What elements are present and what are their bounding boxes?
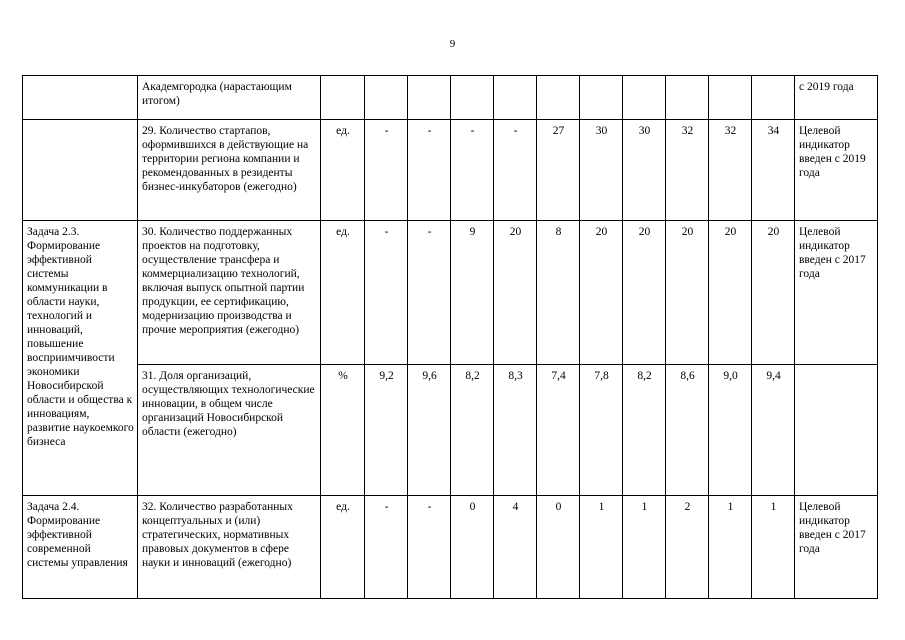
value-cell: 8,2 bbox=[623, 365, 666, 496]
task-cell bbox=[23, 120, 138, 221]
value-cell: 20 bbox=[666, 221, 709, 365]
indicator-cell: Академгородка (нарастающим итогом) bbox=[138, 76, 321, 120]
value-cell: - bbox=[365, 221, 408, 365]
value-cell bbox=[365, 76, 408, 120]
value-cell: 20 bbox=[709, 221, 752, 365]
value-cell: 7,8 bbox=[580, 365, 623, 496]
value-cell bbox=[623, 76, 666, 120]
unit-cell: ед. bbox=[321, 496, 365, 599]
value-cell: 1 bbox=[709, 496, 752, 599]
table-row bbox=[23, 496, 878, 599]
indicator-cell: 29. Количество стартапов, оформившихся в действующие на территории региона компании и рекомендованных в резиденты бизнес-инкубаторов (ежегодно) bbox=[138, 120, 321, 221]
value-cell: 9,4 bbox=[752, 365, 795, 496]
value-cell: 8,6 bbox=[666, 365, 709, 496]
value-cell: 9,0 bbox=[709, 365, 752, 496]
value-cell: 9,2 bbox=[365, 365, 408, 496]
page-number: 9 bbox=[449, 38, 456, 50]
value-cell: 32 bbox=[666, 120, 709, 221]
unit-cell: ед. bbox=[321, 120, 365, 221]
value-cell: 0 bbox=[451, 496, 494, 599]
table-row bbox=[23, 76, 878, 120]
value-cell: 32 bbox=[709, 120, 752, 221]
value-cell bbox=[752, 76, 795, 120]
value-cell: 0 bbox=[537, 496, 580, 599]
value-cell: 9 bbox=[451, 221, 494, 365]
value-cell: 30 bbox=[623, 120, 666, 221]
note-cell: Целевой индикатор введен с 2019 года bbox=[795, 120, 878, 221]
unit-cell: ед. bbox=[321, 221, 365, 365]
task-cell: Задача 2.4. Формирование эффективной современной системы управления bbox=[23, 496, 138, 599]
table-row bbox=[23, 120, 878, 221]
indicator-cell: 30. Количество поддержанных проектов на подготовку, осуществление трансфера и коммерциализацию технологий, включая выпуск опытной партии продукции, ее сертификацию, модернизацию производства и прочие мероприятия (ежегодно) bbox=[138, 221, 321, 365]
value-cell bbox=[494, 76, 537, 120]
task-cell bbox=[23, 76, 138, 120]
table-row bbox=[23, 365, 878, 496]
value-cell: 20 bbox=[580, 221, 623, 365]
note-cell bbox=[795, 365, 878, 496]
value-cell bbox=[408, 76, 451, 120]
value-cell bbox=[709, 76, 752, 120]
value-cell: - bbox=[365, 120, 408, 221]
value-cell bbox=[666, 76, 709, 120]
value-cell: 1 bbox=[752, 496, 795, 599]
note-cell: Целевой индикатор введен с 2017 года bbox=[795, 496, 878, 599]
value-cell: 4 bbox=[494, 496, 537, 599]
value-cell: 8,2 bbox=[451, 365, 494, 496]
value-cell: 20 bbox=[494, 221, 537, 365]
value-cell: - bbox=[408, 496, 451, 599]
indicator-cell: 32. Количество разработанных концептуальных и (или) стратегических, нормативных правовых документов в сфере науки и инноваций (ежегодно) bbox=[138, 496, 321, 599]
value-cell: 1 bbox=[580, 496, 623, 599]
table-row bbox=[23, 221, 878, 365]
task-cell: Задача 2.3. Формирование эффективной системы коммуникации в области науки, технологий и инноваций, повышение восприимчивости экономики Новосибирской области и общества к инновациям, развитие наукоемкого бизнеса bbox=[23, 221, 138, 496]
value-cell: 2 bbox=[666, 496, 709, 599]
value-cell: 20 bbox=[752, 221, 795, 365]
value-cell bbox=[451, 76, 494, 120]
value-cell: 27 bbox=[537, 120, 580, 221]
note-cell: с 2019 года bbox=[795, 76, 878, 120]
value-cell: 34 bbox=[752, 120, 795, 221]
value-cell: - bbox=[365, 496, 408, 599]
value-cell bbox=[537, 76, 580, 120]
value-cell: 7,4 bbox=[537, 365, 580, 496]
value-cell: - bbox=[451, 120, 494, 221]
value-cell: 8 bbox=[537, 221, 580, 365]
value-cell: 1 bbox=[623, 496, 666, 599]
value-cell: - bbox=[408, 221, 451, 365]
unit-cell bbox=[321, 76, 365, 120]
value-cell: 20 bbox=[623, 221, 666, 365]
value-cell: - bbox=[408, 120, 451, 221]
value-cell: 30 bbox=[580, 120, 623, 221]
value-cell: 9,6 bbox=[408, 365, 451, 496]
value-cell bbox=[580, 76, 623, 120]
unit-cell: % bbox=[321, 365, 365, 496]
indicator-cell: 31. Доля организаций, осуществляющих технологические инновации, в общем числе организаций Новосибирской области (ежегодно) bbox=[138, 365, 321, 496]
value-cell: - bbox=[494, 120, 537, 221]
value-cell: 8,3 bbox=[494, 365, 537, 496]
note-cell: Целевой индикатор введен с 2017 года bbox=[795, 221, 878, 365]
indicators-table bbox=[22, 75, 878, 599]
